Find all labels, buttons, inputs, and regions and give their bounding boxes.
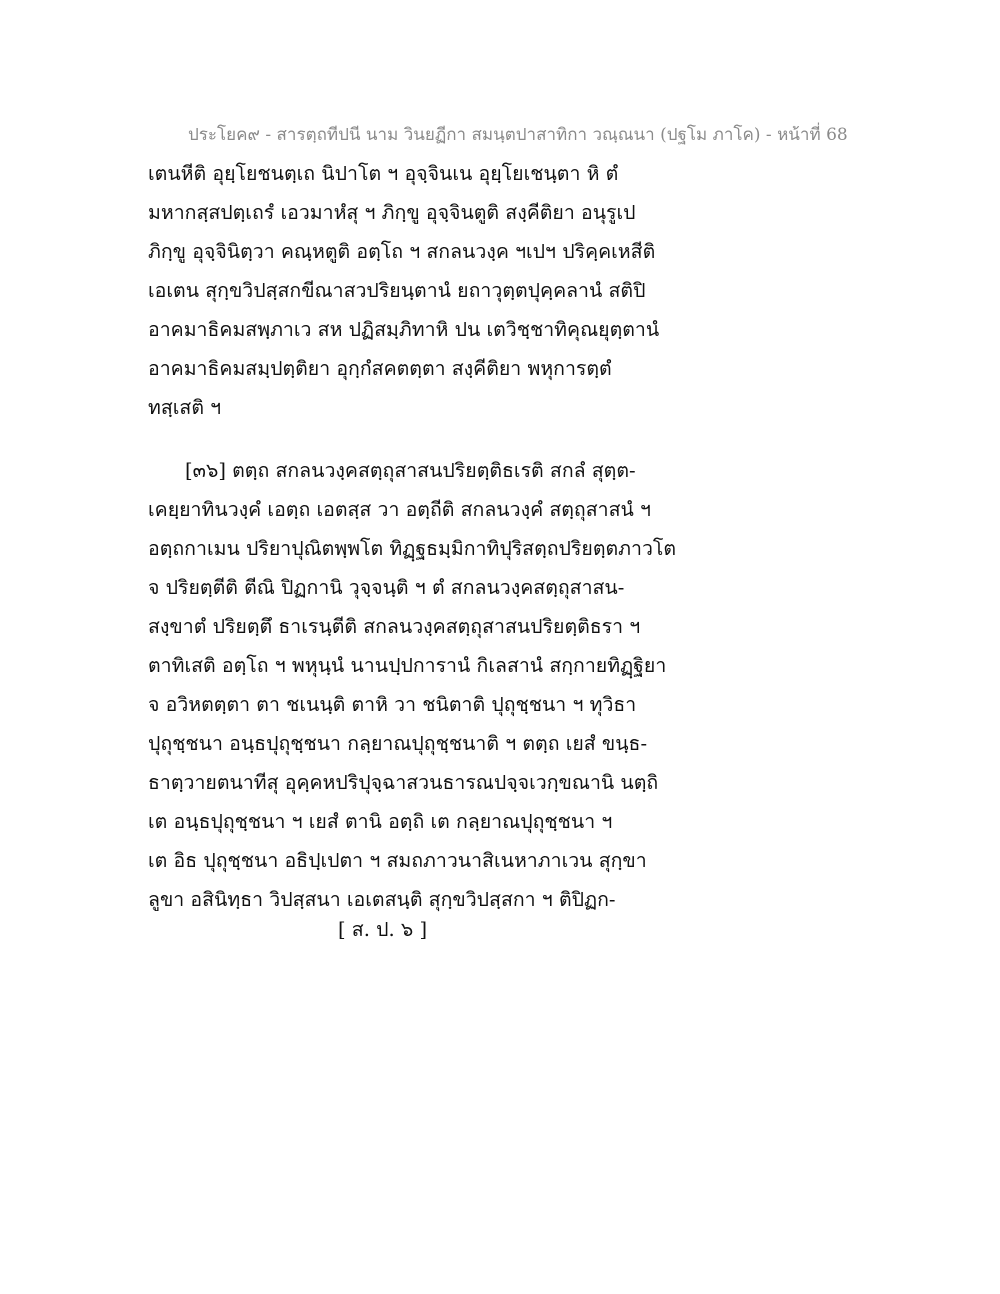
text-line: ภิกฺขู อุจฺจินิตฺวา คณฺหตูติ อตฺโถ ฯ สกลนวงฺค ฯเปฯ ปริคฺคเหสีติ — [148, 240, 656, 263]
text-line: เต อนฺธปุถุชฺชนา ฯ เยสํ ตานิ อตฺถิ เต กลฺยาณปุถุชฺชนา ฯ — [148, 810, 613, 833]
signature-mark: [ ส. ป. ๖ ] — [338, 918, 428, 941]
text-line: เตนหีติ อุยฺโยชนตฺเถ นิปาโต ฯ อุจฺจินเน อุยฺโยเชนฺตา หิ ตํ — [148, 162, 619, 185]
text-line: เคยฺยาทินวงฺคํ เอตฺถ เอตสฺส วา อตฺถีติ สกลนวงฺคํ สตฺถุสาสนํ ฯ — [148, 498, 651, 521]
text-line: เต อิธ ปุถุชฺชนา อธิปฺเปตา ฯ สมถภาวนาสิเนหาภาเวน สุกฺขา — [148, 849, 647, 872]
text-line: อาคมาธิคมสมฺปตฺติยา อุกฺกํสคตตฺตา สงฺคีติยา พหุการตฺตํ — [148, 357, 612, 380]
text-line: มหากสฺสปตฺเถรํ เอวมาหํสุ ฯ ภิกฺขู อุจฺจินตูติ สงฺคีติยา อนุรูเป — [148, 201, 636, 224]
text-line: ปุถุชฺชนา อนฺธปุถุชฺชนา กลฺยาณปุถุชฺชนาติ ฯ ตตฺถ เยสํ ขนฺธ- — [148, 732, 648, 755]
paragraph — [148, 154, 688, 427]
text-line: จ ปริยตฺตีติ ตีณิ ปิฏกานิ วุจฺจนฺติ ฯ ตํ สกลนวงฺคสตฺถุสาสน- — [148, 576, 625, 599]
paragraph-gap — [148, 427, 688, 451]
text-line: ธาตฺวายตนาทีสุ อุคฺคหปริปุจฺฉาสวนธารณปจฺจเวกฺขณานิ นตฺถิ — [148, 771, 659, 794]
text-line: [๓๖] ตตฺถ สกลนวงฺคสตฺถุสาสนปริยตฺติธเรติ สกลํ สุตฺต- — [185, 459, 636, 482]
text-line: ลูขา อสินิทฺธา วิปสฺสนา เอเตสนฺติ สุกฺขวิปสฺสกา ฯ ติปิฏก- — [148, 888, 616, 911]
text-line: อตฺถกาเมน ปริยาปุณิตพฺพโต ทิฏฺฐธมฺมิกาทิปุริสตฺถปริยตฺตภาวโต — [148, 537, 677, 560]
text-line: เอเตน สุกฺขวิปสฺสกขีณาสวปริยนฺตานํ ยถาวุตฺตปุคฺคลานํ สติปิ — [148, 279, 646, 302]
text-line: สงฺขาตํ ปริยตฺตึ ธาเรนฺตีติ สกลนวงฺคสตฺถุสาสนปริยตฺติธรา ฯ — [148, 615, 641, 638]
paragraph — [148, 451, 688, 919]
text-line: อาคมาธิคมสพฺภาเว สห ปฏิสมฺภิทาหิ ปน เตวิชฺชาทิคุณยุตฺตานํ — [148, 318, 660, 341]
running-header: ประโยค๙ - สารตฺถทีปนี นาม วินยฏีกา สมนฺตปาสาทิกา วณฺณนา (ปฐโม ภาโค) - หน้าที่ 68 — [188, 125, 848, 145]
text-line: ทสฺเสติ ฯ — [148, 396, 222, 419]
text-line: จ อวิหตตฺตา ตา ชเนนฺติ ตาหิ วา ชนิตาติ ปุถุชฺชนา ฯ ทุวิธา — [148, 693, 637, 716]
text-line: ตาทิเสติ อตฺโถ ฯ พหุนฺนํ นานปฺปการานํ กิเลสานํ สกฺกายทิฏฺฐิยา — [148, 654, 667, 677]
body-text — [148, 154, 688, 919]
